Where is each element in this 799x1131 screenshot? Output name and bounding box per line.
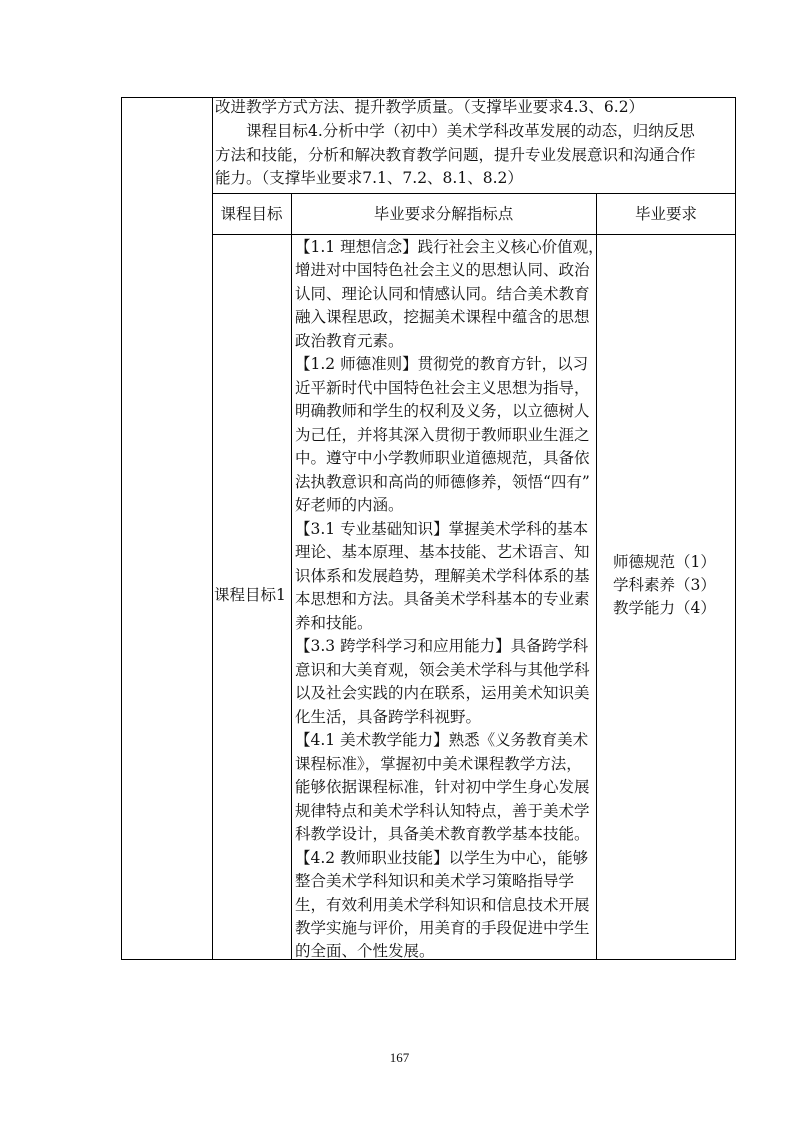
indicator-line: 中。遵守中小学教师职业道德规范，具备依	[295, 449, 590, 467]
indicator-line: 近平新时代中国特色社会主义思想为指导，	[295, 379, 590, 397]
indicator-line: 以及社会实践的内在联系，运用美术知识美	[295, 684, 590, 702]
indicator-line: 法执教意识和高尚的师德修养，领悟“四有”	[295, 473, 590, 491]
indicator-line: 生，有效利用美术学科知识和信息技术开展	[295, 896, 590, 914]
requirement-item: 师德规范（1）	[613, 553, 716, 571]
indicator-line: 为己任，并将其深入贯彻于教师职业生涯之	[295, 426, 590, 444]
indicator-line: 能够依据课程标准，针对初中学生身心发展	[295, 778, 590, 796]
indicator-line: 政治教育元素。	[295, 332, 404, 350]
indicator-line: 【4.2 教师职业技能】以学生为中心，能够	[295, 849, 589, 867]
indicator-line: 规律特点和美术学科认知特点，善于美术学	[295, 802, 590, 820]
indicator-line: 增进对中国特色社会主义的思想认同、政治	[295, 261, 590, 279]
indicator-line: 【3.1 专业基础知识】掌握美术学科的基本	[295, 520, 589, 538]
indicator-line: 融入课程思政，挖掘美术课程中蕴含的思想	[295, 308, 590, 326]
indicator-line: 本思想和方法。具备美术学科基本的专业素	[295, 590, 590, 608]
indicator-line: 好老师的内涵。	[295, 496, 404, 514]
indicator-line: 理论、基本原理、基本技能、艺术语言、知	[295, 543, 590, 561]
page-number: 167	[389, 1050, 410, 1065]
table-divider	[596, 193, 597, 960]
table-divider	[291, 193, 292, 960]
header-indicators: 毕业要求分解指标点	[373, 205, 514, 223]
intro-line: 能力。（支撑毕业要求7.1、7.2、8.1、8.2）	[215, 169, 523, 187]
header-requirements: 毕业要求	[634, 205, 697, 223]
table-divider	[212, 234, 736, 235]
indicator-line: 课程标准》，掌握初中美术课程教学方法，	[295, 755, 582, 773]
goal-cell: 课程目标1	[214, 586, 286, 604]
indicator-line: 的全面、个性发展。	[295, 942, 435, 960]
requirement-item: 教学能力（4）	[613, 599, 716, 617]
indicator-line: 明确教师和学生的权利及义务，以立德树人	[295, 402, 590, 420]
indicator-line: 识体系和发展趋势，理解美术学科体系的基	[295, 567, 590, 585]
header-goal: 课程目标	[220, 205, 283, 223]
requirement-item: 学科素养（3）	[613, 576, 716, 594]
indicator-line: 【4.1 美术教学能力】熟悉《义务教育美术	[295, 731, 589, 749]
intro-line: 改进教学方式方法、提升教学质量。（支撑毕业要求4.3、6.2）	[215, 98, 645, 116]
intro-line: 方法和技能，分析和解决教育教学问题，提升专业发展意识和沟通合作	[215, 146, 696, 164]
indicator-line: 【1.1 理想信念】践行社会主义核心价值观，	[295, 238, 604, 256]
indicator-line: 养和技能。	[295, 614, 373, 632]
indicator-line: 整合美术学科知识和美术学习策略指导学	[295, 872, 575, 890]
indicator-line: 意识和大美育观，领会美术学科与其他学科	[295, 661, 590, 679]
indicator-line: 【1.2 师德准则】贯彻党的教育方针，以习	[295, 355, 589, 373]
indicator-line: 化生活，具备跨学科视野。	[295, 708, 482, 726]
intro-line: 课程目标4.分析中学（初中）美术学科改革发展的动态，归纳反思	[246, 122, 695, 140]
indicator-line: 教学实施与评价，用美育的手段促进中学生	[295, 919, 590, 937]
indicator-line: 科教学设计，具备美术教育教学基本技能。	[295, 825, 590, 843]
indicator-line: 认同、理论认同和情感认同。结合美术教育	[295, 285, 590, 303]
indicator-line: 【3.3 跨学科学习和应用能力】具备跨学科	[295, 637, 589, 655]
